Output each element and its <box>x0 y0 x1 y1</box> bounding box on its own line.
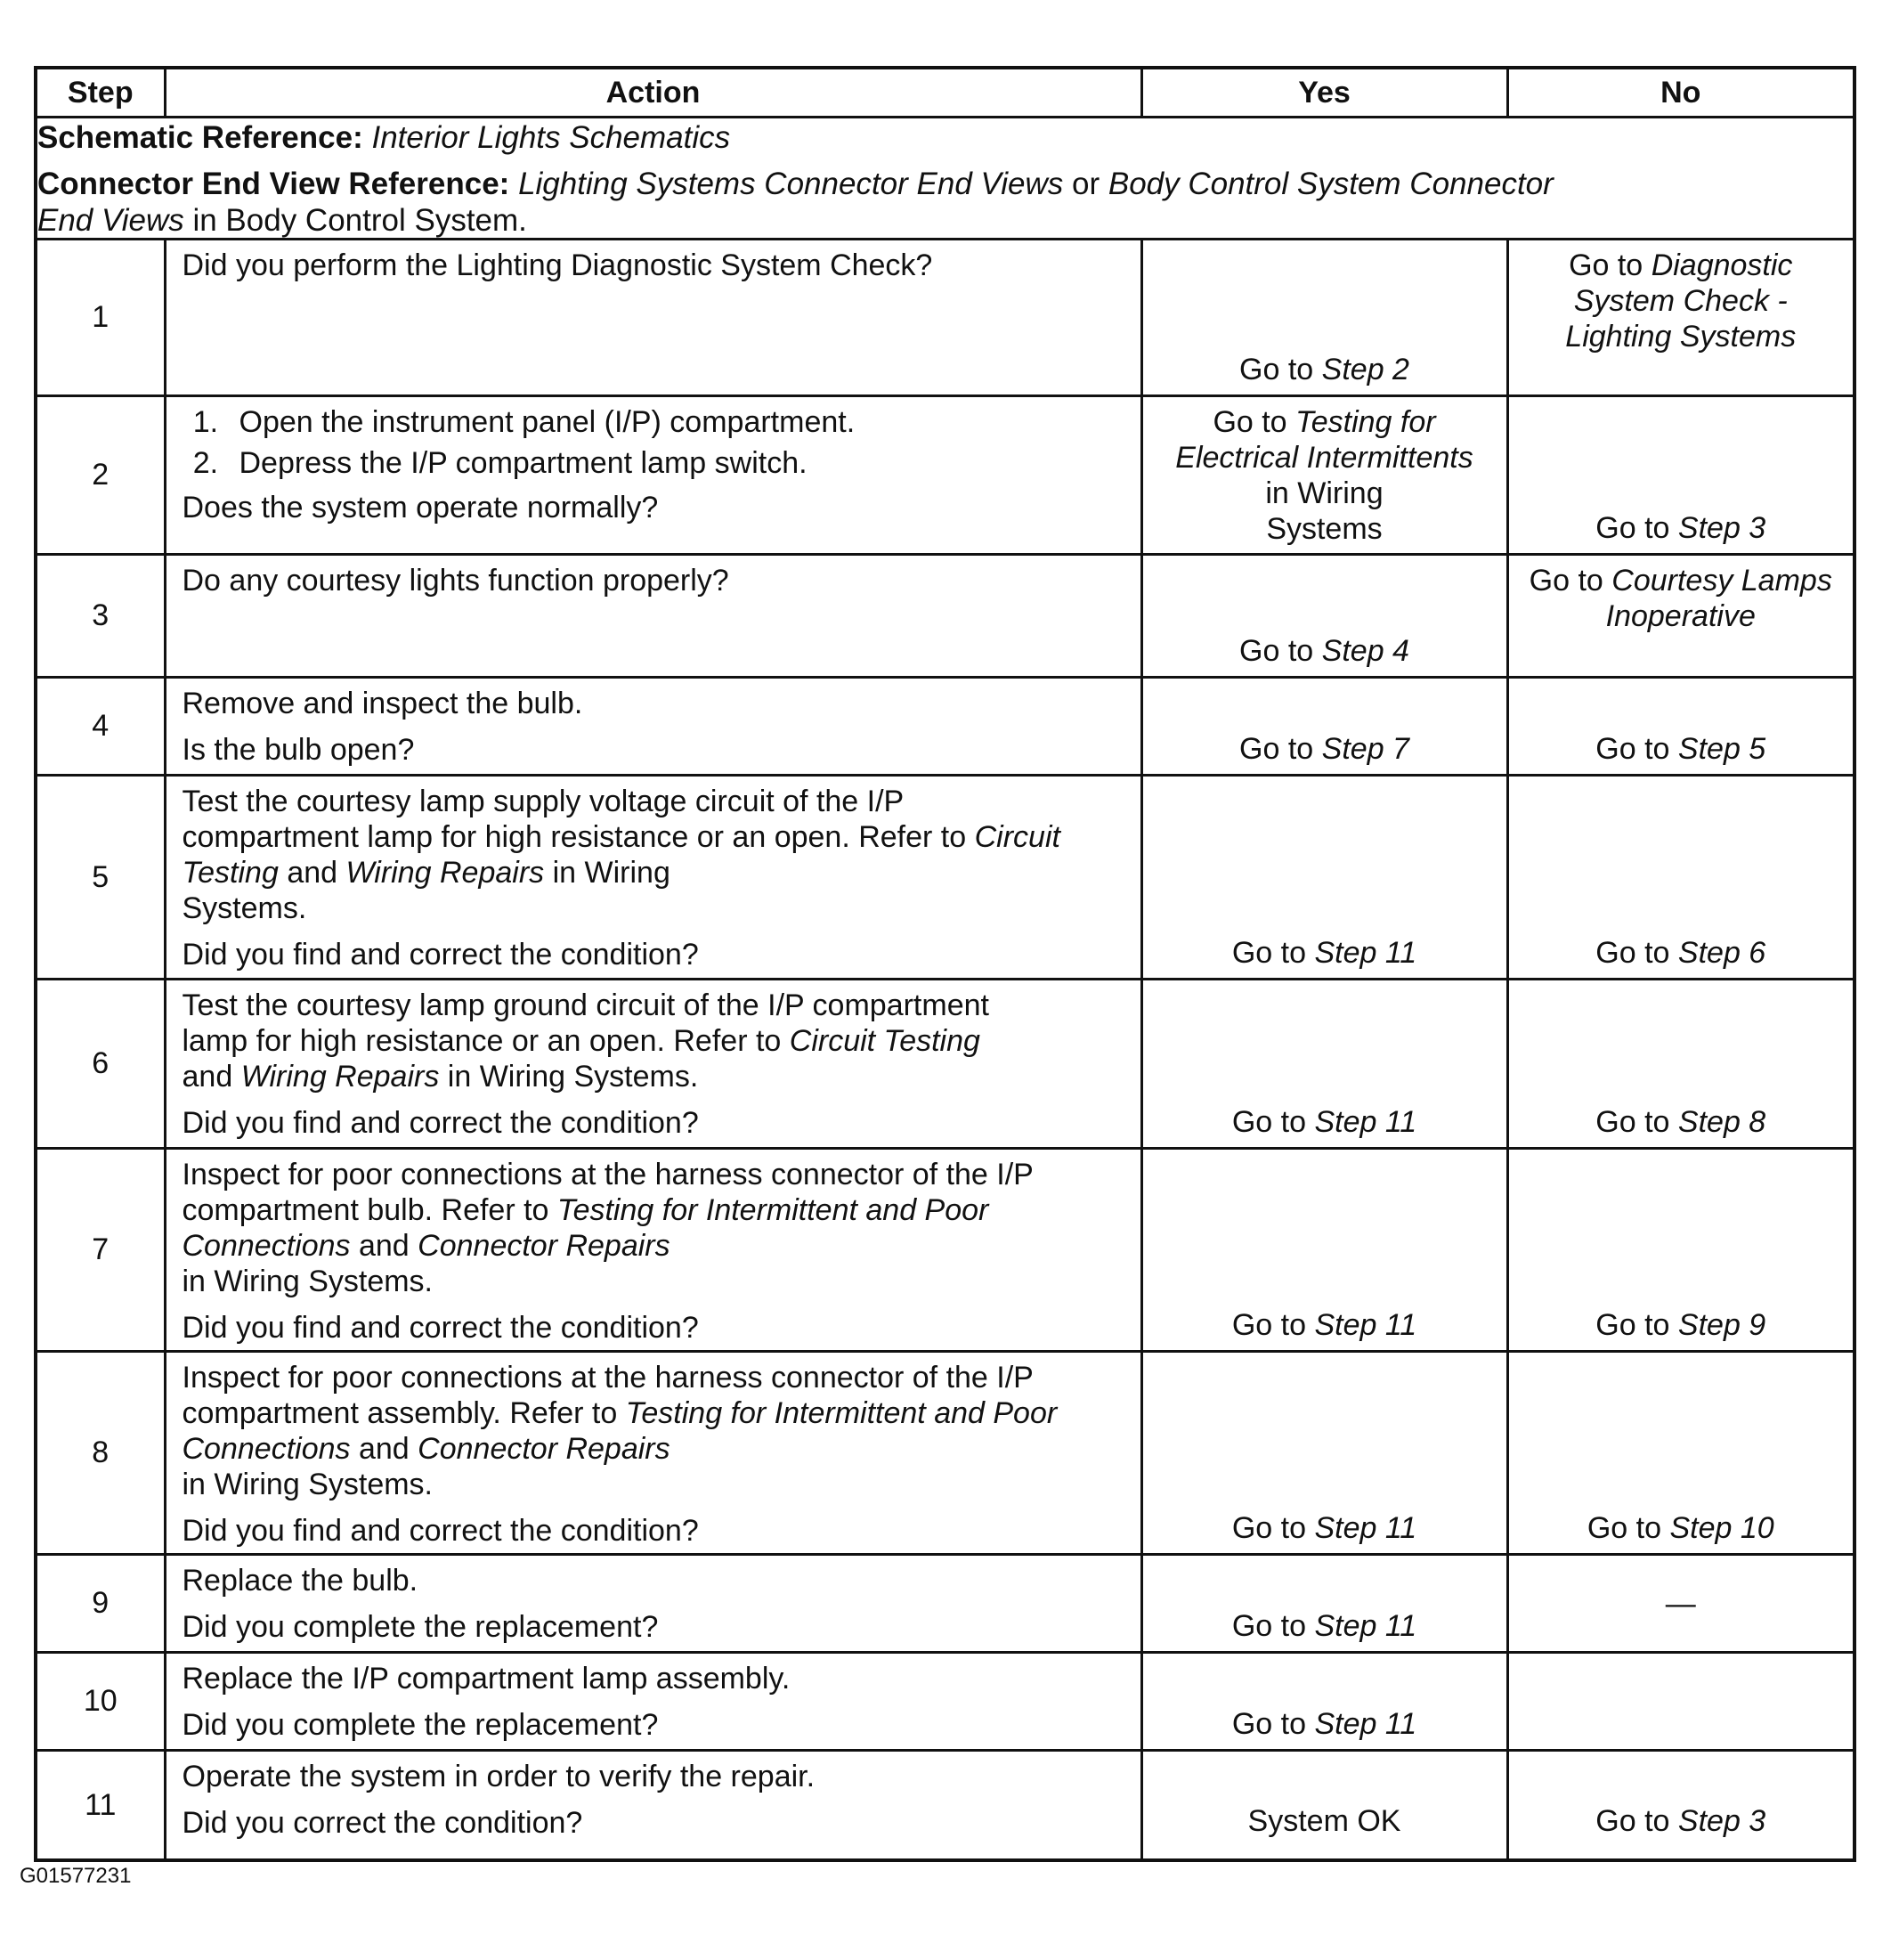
yes-cell <box>1141 396 1507 555</box>
no-result: Go to Step 6 <box>1595 936 1766 970</box>
connector-suffix: in Body Control System. <box>192 203 527 238</box>
step-number: 4 <box>36 678 165 776</box>
yes-result: Go to Step 4 <box>1239 634 1409 668</box>
yes-cell <box>1141 1555 1507 1653</box>
no-cell <box>1507 1751 1854 1861</box>
action-question: Did you find and correct the condition? <box>182 1514 699 1548</box>
no-result: Go to Step 5 <box>1595 732 1766 766</box>
diagnostic-table <box>34 66 1856 1862</box>
no-cell <box>1507 678 1854 776</box>
step-number: 2 <box>36 396 165 555</box>
connector-value-1: Lighting Systems Connector End Views <box>518 167 1064 201</box>
step-number: 3 <box>36 555 165 678</box>
yes-result: Go to Step 2 <box>1239 353 1409 386</box>
action-cell <box>165 1149 1141 1352</box>
table-row <box>36 1149 1854 1352</box>
step-number: 6 <box>36 980 165 1149</box>
yes-cell <box>1141 1653 1507 1751</box>
yes-result: Go to Step 11 <box>1231 936 1417 970</box>
table-row <box>36 1653 1854 1751</box>
action-cell <box>165 1653 1141 1751</box>
action-cell <box>165 1751 1141 1861</box>
no-cell <box>1507 1555 1854 1653</box>
yes-cell <box>1141 980 1507 1149</box>
yes-result: Go to Testing for Electrical Intermittents in Wiring Systems <box>1175 405 1473 546</box>
no-result: Go to Diagnostic System Check - Lighting Systems <box>1565 248 1797 354</box>
table-row <box>36 396 1854 555</box>
action-text: Did you perform the Lighting Diagnostic System Check? <box>182 248 933 282</box>
yes-result: Go to Step 11 <box>1231 1609 1417 1643</box>
no-cell <box>1507 240 1854 396</box>
step-number: 11 <box>36 1751 165 1861</box>
no-cell <box>1507 1149 1854 1352</box>
action-question: Did you complete the replacement? <box>182 1708 659 1742</box>
action-cell <box>165 555 1141 678</box>
table-row <box>36 1751 1854 1861</box>
connector-reference <box>37 165 1853 204</box>
schematic-label: Schematic Reference: <box>37 120 363 155</box>
action-question: Did you complete the replacement? <box>182 1610 659 1644</box>
action-cell <box>165 1555 1141 1653</box>
yes-cell <box>1141 1352 1507 1555</box>
diagnostic-table-container <box>34 66 1853 1862</box>
no-result: Go to Step 8 <box>1595 1105 1766 1139</box>
action-cell <box>165 980 1141 1149</box>
yes-cell <box>1141 1149 1507 1352</box>
action-text: Test the courtesy lamp ground circuit of the I/P compartment lamp for high resistance or an open. Refer to Circuit Testing and Wiring Repairs in Wiring Systems. <box>182 988 989 1094</box>
action-cell <box>165 1352 1141 1555</box>
action-question: Did you find and correct the condition? <box>182 938 699 972</box>
action-cell <box>165 776 1141 980</box>
action-text: Operate the system in order to verify the repair. <box>182 1760 816 1793</box>
action-cell <box>165 240 1141 396</box>
action-text: Inspect for poor connections at the harness connector of the I/P compartment assembly. Refer to Testing for Intermittent and Poor Connections and Connector Repairs in Wiring Systems. <box>182 1361 1058 1501</box>
action-question: Is the bulb open? <box>182 733 415 767</box>
yes-result: Go to Step 7 <box>1239 732 1409 766</box>
list-item: 2. Depress the I/P compartment lamp switch. <box>227 440 1126 486</box>
no-cell <box>1507 776 1854 980</box>
reference-cell <box>36 118 1854 240</box>
action-list <box>183 404 1126 486</box>
connector-value-2b: End Views <box>37 203 184 238</box>
connector-label: Connector End View Reference: <box>37 167 510 201</box>
no-cell <box>1507 1653 1854 1751</box>
no-result: Go to Courtesy Lamps Inoperative <box>1529 564 1832 633</box>
action-question: Did you find and correct the condition? <box>182 1106 699 1140</box>
yes-cell <box>1141 678 1507 776</box>
header-row <box>36 68 1854 118</box>
table-row <box>36 678 1854 776</box>
no-result: Go to Step 9 <box>1595 1308 1766 1342</box>
yes-result: System OK <box>1247 1804 1401 1838</box>
schematic-reference <box>37 118 1853 158</box>
action-text: Inspect for poor connections at the harness connector of the I/P compartment bulb. Refer to Testing for Intermittent and Poor Connections and Connector Repairs in Wiring Systems. <box>182 1158 1034 1298</box>
yes-result: Go to Step 11 <box>1231 1511 1417 1545</box>
connector-or: or <box>1071 167 1100 201</box>
yes-cell <box>1141 240 1507 396</box>
yes-result: Go to Step 11 <box>1231 1105 1417 1139</box>
yes-cell <box>1141 1751 1507 1861</box>
no-result: Go to Step 3 <box>1595 511 1766 545</box>
no-result-dash: — <box>1665 1586 1696 1621</box>
header-no: No <box>1507 68 1854 118</box>
action-question: Did you correct the condition? <box>182 1806 583 1840</box>
no-cell <box>1507 555 1854 678</box>
no-cell <box>1507 396 1854 555</box>
connector-reference-line2 <box>37 204 1853 238</box>
action-text: Remove and inspect the bulb. <box>182 687 583 720</box>
connector-value-2a: Body Control System Connector <box>1108 167 1554 201</box>
header-yes: Yes <box>1141 68 1507 118</box>
step-number: 5 <box>36 776 165 980</box>
step-number: 7 <box>36 1149 165 1352</box>
no-cell <box>1507 980 1854 1149</box>
action-text: Replace the bulb. <box>182 1564 418 1598</box>
step-number: 8 <box>36 1352 165 1555</box>
step-number: 9 <box>36 1555 165 1653</box>
list-item: 1. Open the instrument panel (I/P) compartment. <box>227 404 1126 440</box>
action-cell <box>165 396 1141 555</box>
action-text: Replace the I/P compartment lamp assembly. <box>182 1662 791 1696</box>
step-number: 1 <box>36 240 165 396</box>
table-row <box>36 1555 1854 1653</box>
no-result: Go to Step 3 <box>1595 1804 1766 1838</box>
action-question: Does the system operate normally? <box>182 491 659 525</box>
schematic-value: Interior Lights Schematics <box>371 120 731 155</box>
table-row <box>36 776 1854 980</box>
action-text: Test the courtesy lamp supply voltage circuit of the I/P compartment lamp for high resistance or an open. Refer to Circuit Testing and Wiring Repairs in Wiring Systems. <box>182 785 1060 925</box>
figure-code: G01577231 <box>20 1864 132 1888</box>
table-row <box>36 980 1854 1149</box>
table-row <box>36 555 1854 678</box>
yes-cell <box>1141 776 1507 980</box>
yes-cell <box>1141 555 1507 678</box>
reference-row <box>36 118 1854 240</box>
table-row <box>36 1352 1854 1555</box>
action-text: Do any courtesy lights function properly? <box>182 564 729 598</box>
table-row <box>36 240 1854 396</box>
no-cell <box>1507 1352 1854 1555</box>
header-action: Action <box>165 68 1141 118</box>
action-question: Did you find and correct the condition? <box>182 1311 699 1345</box>
step-number: 10 <box>36 1653 165 1751</box>
no-result: Go to Step 10 <box>1587 1511 1774 1545</box>
yes-result: Go to Step 11 <box>1231 1707 1417 1741</box>
action-cell <box>165 678 1141 776</box>
header-step: Step <box>36 68 165 118</box>
yes-result: Go to Step 11 <box>1231 1308 1417 1342</box>
